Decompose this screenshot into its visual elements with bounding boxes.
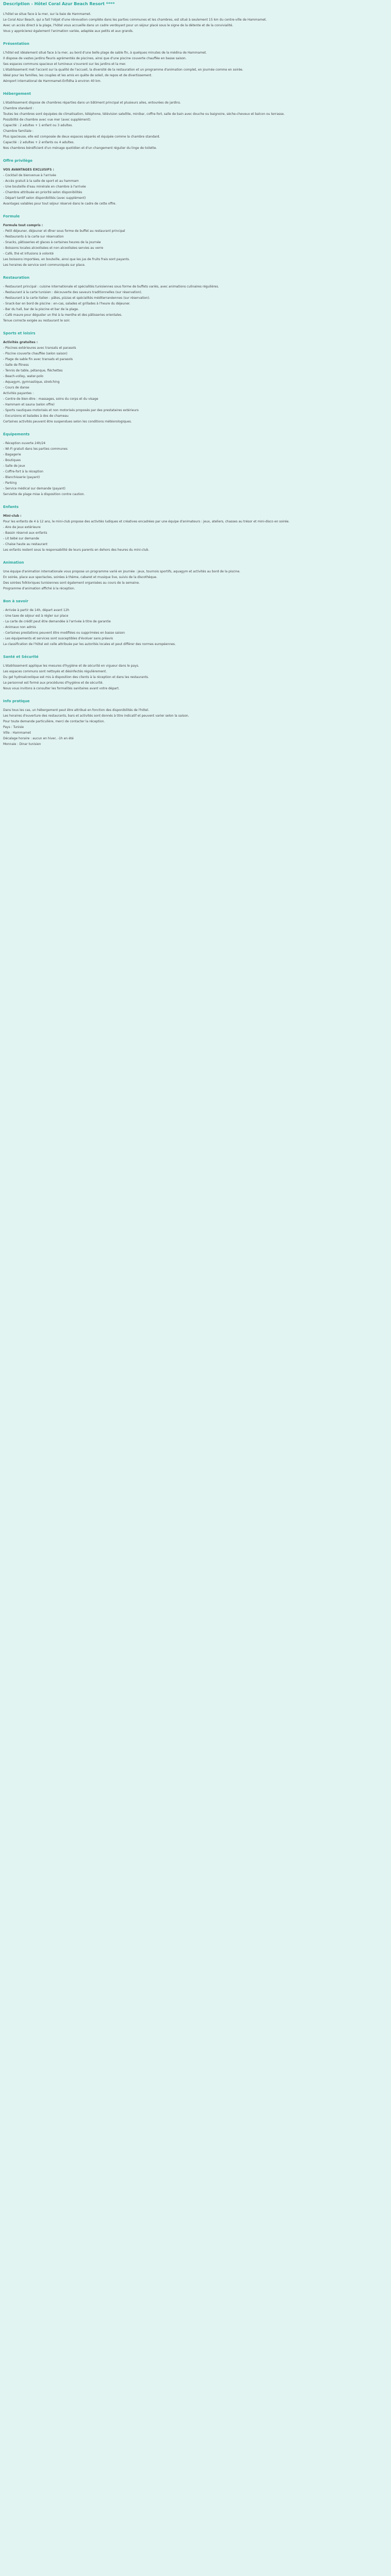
paragraph: - Départ tardif selon disponibilités (avec supplément) — [3, 196, 86, 200]
paragraph: En soirée, place aux spectacles, soirées à thème, cabaret et musique live, suivis de la discothèque. — [3, 575, 157, 579]
paragraph: - Les équipements et services sont susceptibles d'évoluer sans préavis — [3, 637, 113, 640]
paragraph: Il dispose de vastes jardins fleuris agrémentés de piscines, ainsi que d'une piscine couverte chauffée en basse saison. — [3, 57, 187, 60]
section-heading: Enfants — [3, 505, 19, 509]
paragraph: - Réception ouverte 24h/24 — [3, 442, 46, 445]
paragraph: - Piscines extérieures avec transats et parasols — [3, 346, 76, 350]
paragraph: Pays : Tunisie — [3, 725, 24, 729]
paragraph: - Animaux non admis — [3, 625, 36, 629]
paragraph: Les espaces communs sont nettoyés et désinfectés régulièrement. — [3, 670, 107, 673]
paragraph: - Cours de danse — [3, 386, 29, 389]
paragraph: Formule tout compris : — [3, 224, 43, 227]
paragraph: - Petit déjeuner, déjeuner et dîner sous forme de buffet au restaurant principal — [3, 229, 125, 233]
paragraph: - Beach-volley, water-polo — [3, 375, 43, 378]
paragraph: Ses espaces communs spacieux et lumineux s'ouvrent sur les jardins et la mer. — [3, 62, 126, 66]
paragraph: - Bar du hall, bar de la piscine et bar de la plage. — [3, 308, 79, 311]
paragraph: Du gel hydroalcoolique est mis à disposition des clients à la réception et dans les restaurants. — [3, 675, 149, 679]
paragraph: VOS AVANTAGES EXCLUSIFS : — [3, 168, 54, 172]
paragraph: - Certaines prestations peuvent être modifiées ou supprimées en basse saison — [3, 631, 125, 635]
paragraph: Nous vous invitons à consulter les formalités sanitaires avant votre départ. — [3, 687, 120, 690]
paragraph: - Restaurant à la carte italien : pâtes, pizzas et spécialités méditerranéennes (sur réservation). — [3, 296, 150, 300]
paragraph: Le personnel est formé aux procédures d'hygiène et de sécurité. — [3, 681, 104, 685]
paragraph: - Hammam et sauna (selon offre) — [3, 403, 55, 406]
paragraph: Avantages valables pour tout séjour réservé dans le cadre de cette offre. — [3, 202, 117, 206]
paragraph: La classification de l'hôtel est celle attribuée par les autorités locales et peut différer des normes européennes. — [3, 642, 176, 646]
paragraph: - Blanchisserie (payant) — [3, 476, 40, 479]
paragraph: - Accès gratuit à la salle de sport et au hammam — [3, 179, 79, 183]
paragraph: - Restaurant à la carte tunisien : découverte des saveurs traditionnelles (sur réservation). — [3, 291, 142, 294]
paragraph: - Piscine couverte chauffée (selon saison) — [3, 352, 68, 355]
paragraph: Capacité : 2 adultes + 1 enfant ou 3 adultes. — [3, 124, 73, 127]
paragraph: - Plage de sable fin avec transats et parasols — [3, 358, 73, 361]
paragraph: Aéroport international de Hammamet-Enfidha à environ 40 km. — [3, 79, 102, 83]
section-heading: Animation — [3, 561, 24, 565]
section-heading: Santé et Sécurité — [3, 655, 39, 659]
section-heading: Restauration — [3, 276, 30, 280]
paragraph: - Lit bébé sur demande — [3, 537, 39, 540]
paragraph: Dans tous les cas, un hébergement peut être attribué en fonction des disponibilités de l'hôtel. — [3, 708, 150, 712]
paragraph: - Snack-bar en bord de piscine : en-cas, salades et grillades à l'heure du déjeuner. — [3, 302, 131, 306]
paragraph: Vous y apprécierez également l'animation variée, adaptée aux petits et aux grands. — [3, 29, 134, 33]
paragraph: Nos chambres bénéficient d'un ménage quotidien et d'un changement régulier du linge de toilette. — [3, 146, 157, 150]
paragraph: - Bagagerie — [3, 453, 21, 456]
paragraph: Avec un accès direct à la plage, l'hôtel vous accueille dans un cadre verdoyant pour un séjour placé sous le signe de la détente et de la convivialité. — [3, 24, 234, 27]
section-heading: Info pratique — [3, 699, 30, 703]
paragraph: - Cocktail de bienvenue à l'arrivée — [3, 174, 56, 177]
paragraph: L'hôtel est idéalement situé face à la mer, au bord d'une belle plage de sable fin, à quelques minutes de la médina de Hammamet. — [3, 51, 207, 55]
paragraph: Pour les enfants de 4 à 12 ans, le mini-club propose des activités ludiques et créatives encadrées par une équipe d'animateurs : jeux, ateliers, chasses au trésor et mini-disco en soirée. — [3, 520, 290, 523]
paragraph: - Coffre-fort à la réception — [3, 470, 43, 473]
paragraph: Possibilité de chambre avec vue mer (avec supplément). — [3, 118, 91, 122]
paragraph: - Une taxe de séjour est à régler sur place — [3, 614, 69, 618]
paragraph: Activités payantes : — [3, 392, 34, 395]
paragraph: Activités gratuites : — [3, 341, 38, 344]
paragraph: - La carte de crédit peut être demandée à l'arrivée à titre de garantie — [3, 620, 111, 623]
paragraph: L'établissement met l'accent sur la qualité de l'accueil, la diversité de la restauration et un programme d'animation complet, en journée comme en soirée. — [3, 68, 243, 72]
section-heading: Formule — [3, 214, 20, 218]
paragraph: Tenue correcte exigée au restaurant le soir. — [3, 319, 71, 323]
paragraph: Certaines activités peuvent être suspendues selon les conditions météorologiques. — [3, 420, 132, 423]
paragraph: - Sports nautiques motorisés et non motorisés proposés par des prestataires extérieurs — [3, 409, 139, 412]
paragraph: - Boutiques — [3, 459, 21, 462]
paragraph: Chambre familiale : — [3, 129, 34, 133]
section-heading: Offre privilège — [3, 159, 32, 163]
paragraph: Plus spacieuse, elle est composée de deux espaces séparés et équipée comme la chambre standard. — [3, 135, 160, 139]
paragraph: - Snacks, pâtisseries et glaces à certaines heures de la journée — [3, 241, 101, 244]
paragraph: Idéal pour les familles, les couples et les amis en quête de soleil, de repos et de divertissement. — [3, 74, 153, 77]
paragraph: - Service médical sur demande (payant) — [3, 487, 66, 490]
paragraph: - Wi-Fi gratuit dans les parties communes — [3, 447, 68, 451]
paragraph: - Café, thé et infusions à volonté — [3, 252, 54, 256]
section-heading: Sports et loisirs — [3, 331, 36, 335]
paragraph: Chambre standard : — [3, 107, 34, 110]
paragraph: Le Coral Azur Beach, qui a fait l'objet d'une rénovation complète dans les parties communes et les chambres, est situé à seulement 15 km du centre-ville de Hammamet. — [3, 18, 267, 22]
section-heading: Hébergement — [3, 92, 31, 96]
paragraph: - Chambre attribuée en priorité selon disponibilités — [3, 191, 83, 194]
paragraph: Pour toute demande particulière, merci de contacter la réception. — [3, 720, 105, 723]
paragraph: Programme d'animation affiché à la réception. — [3, 587, 75, 590]
paragraph: Capacité : 2 adultes + 2 enfants ou 4 adultes. — [3, 141, 75, 144]
paragraph: - Salle de jeux — [3, 464, 25, 468]
paragraph: Toutes les chambres sont équipées de climatisation, téléphone, télévision satellite, minibar, coffre-fort, salle de bain avec douche ou baignoire, sèche-cheveux et balcon ou terrasse. — [3, 112, 285, 116]
paragraph: - Une bouteille d'eau minérale en chambre à l'arrivée — [3, 185, 86, 189]
page-title: Description - Hôtel Coral Azur Beach Resort **** — [3, 2, 115, 6]
paragraph: L'établissement dispose de chambres réparties dans un bâtiment principal et plusieurs ailes, entourées de jardins. — [3, 101, 181, 105]
paragraph: - Salle de fitness — [3, 363, 29, 367]
paragraph: Les enfants restent sous la responsabilité de leurs parents en dehors des heures du mini-club. — [3, 548, 150, 552]
paragraph: Monnaie : Dinar tunisien — [3, 742, 41, 746]
paragraph: - Centre de bien-être : massages, soins du corps et du visage — [3, 397, 99, 401]
paragraph: Mini-club : — [3, 514, 22, 518]
section-heading: Équipements — [3, 432, 30, 436]
paragraph: L'hôtel se situe face à la mer, sur la baie de Hammamet. — [3, 12, 91, 16]
paragraph: - Aire de jeux extérieure — [3, 526, 41, 529]
paragraph: - Excursions et balades à dos de chameau — [3, 414, 69, 418]
paragraph: - Chaise haute au restaurant — [3, 543, 48, 546]
paragraph: - Parking — [3, 481, 17, 485]
paragraph: - Aquagym, gymnastique, stretching — [3, 380, 60, 384]
paragraph: Serviette de plage mise à disposition contre caution. — [3, 493, 85, 496]
paragraph: Des soirées folkloriques tunisiennes sont également organisées au cours de la semaine. — [3, 581, 140, 585]
description-content — [0, 0, 391, 747]
section-heading: Bon à savoir — [3, 599, 28, 603]
section-heading: Présentation — [3, 42, 29, 46]
paragraph: L'établissement applique les mesures d'hygiène et de sécurité en vigueur dans le pays. — [3, 664, 139, 668]
paragraph: - Boissons locales alcoolisées et non alcoolisées servies au verre — [3, 246, 104, 250]
paragraph: Décalage horaire : aucun en hiver, -1h en été — [3, 737, 74, 740]
paragraph: Les horaires de service sont communiqués sur place. — [3, 263, 86, 267]
paragraph: - Restaurant principal : cuisine internationale et spécialités tunisiennes sous forme de buffets variés, avec animations culinaires régulières. — [3, 285, 219, 289]
paragraph: Les horaires d'ouverture des restaurants, bars et activités sont donnés à titre indicatif et peuvent varier selon la saison. — [3, 714, 189, 718]
paragraph: - Bassin réservé aux enfants — [3, 531, 47, 535]
paragraph: Les boissons importées, en bouteille, ainsi que les jus de fruits frais sont payants. — [3, 258, 130, 261]
paragraph: - Tennis de table, pétanque, fléchettes — [3, 369, 63, 372]
paragraph: - Arrivée à partir de 14h, départ avant 12h — [3, 608, 70, 612]
paragraph: - Restaurants à la carte sur réservation — [3, 235, 64, 239]
paragraph: - Café maure pour déguster un thé à la menthe et des pâtisseries orientales. — [3, 313, 122, 317]
paragraph: Une équipe d'animation internationale vous propose un programme varié en journée : jeux, tournois sportifs, aquagym et activités au bord de la piscine. — [3, 570, 240, 573]
paragraph: Ville : Hammamet — [3, 731, 31, 735]
